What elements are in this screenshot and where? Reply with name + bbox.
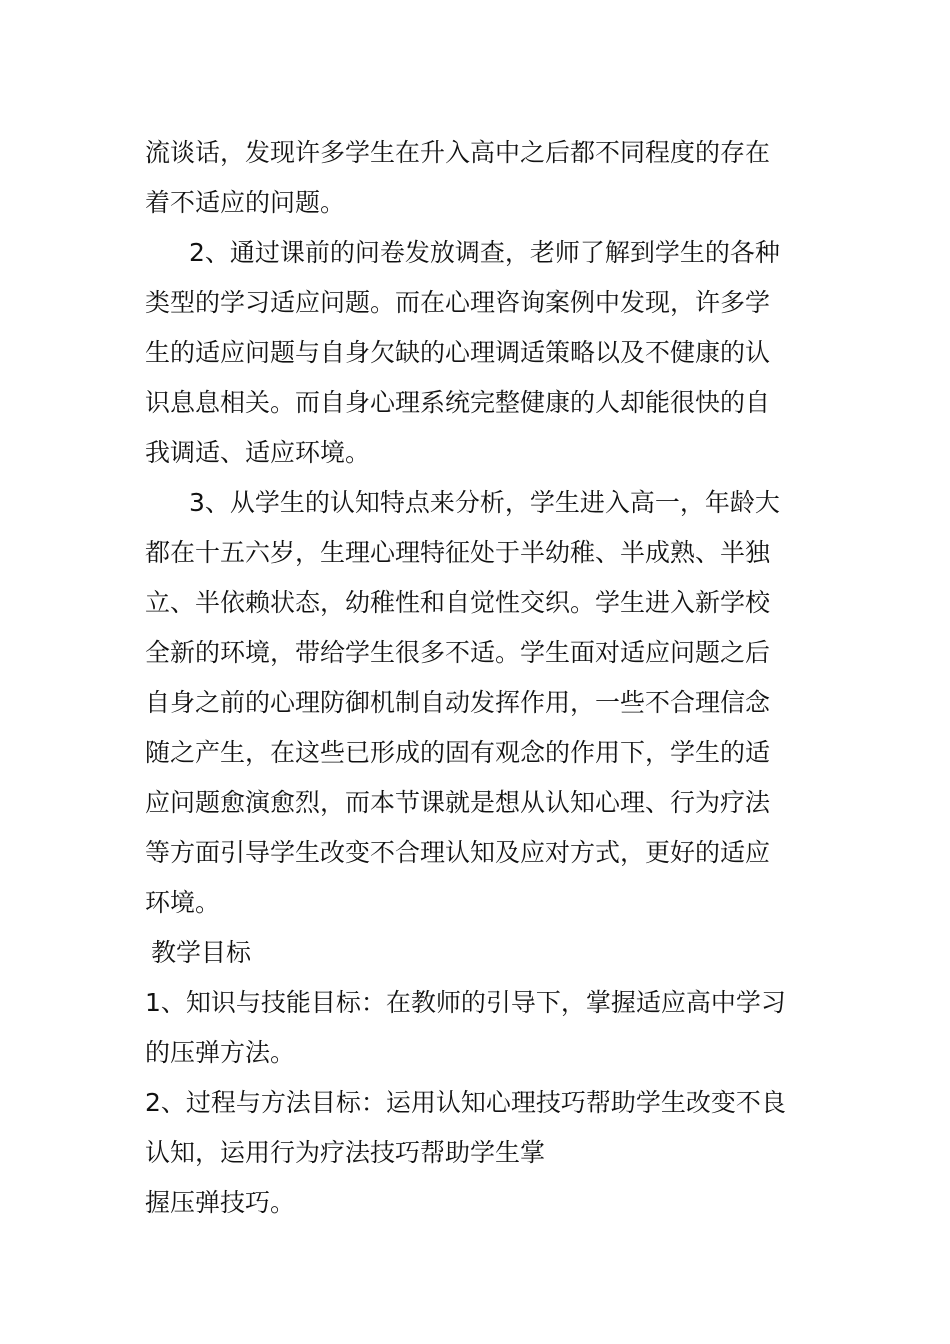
text-line: 生的适应问题与自身欠缺的心理调适策略以及不健康的认 bbox=[145, 338, 771, 367]
text-line: 全新的环境，带给学生很多不适。学生面对适应问题之后 bbox=[145, 638, 771, 667]
text-line: 的压弹方法。 bbox=[145, 1038, 296, 1067]
text-line: 握压弹技巧。 bbox=[145, 1188, 296, 1217]
paragraph-start-line: 2、通过课前的问卷发放调查，老师了解到学生的各种 bbox=[189, 238, 780, 267]
text-line: 类型的学习适应问题。而在心理咨询案例中发现，许多学 bbox=[145, 288, 771, 317]
text-line: 着不适应的问题。 bbox=[145, 188, 346, 217]
text-line: 环境。 bbox=[145, 888, 221, 917]
text-line: 2、过程与方法目标：运用认知心理技巧帮助学生改变不良 bbox=[145, 1088, 786, 1117]
text-line: 等方面引导学生改变不合理认知及应对方式，更好的适应 bbox=[145, 838, 771, 867]
text-line: 1、知识与技能目标：在教师的引导下，掌握适应高中学习 bbox=[145, 988, 786, 1017]
text-line: 自身之前的心理防御机制自动发挥作用，一些不合理信念 bbox=[145, 688, 771, 717]
text-line: 认知，运用行为疗法技巧帮助学生掌 bbox=[145, 1138, 546, 1167]
document-body bbox=[145, 128, 810, 1228]
text-line: 我调适、适应环境。 bbox=[145, 438, 371, 467]
section-heading: 教学目标 bbox=[151, 938, 252, 967]
paragraph-start-line: 3、从学生的认知特点来分析，学生进入高一，年龄大 bbox=[189, 488, 780, 517]
text-line: 识息息相关。而自身心理系统完整健康的人却能很快的自 bbox=[145, 388, 771, 417]
text-line: 应问题愈演愈烈，而本节课就是想从认知心理、行为疗法 bbox=[145, 788, 771, 817]
text-line: 流谈话，发现许多学生在升入高中之后都不同程度的存在 bbox=[145, 138, 771, 167]
text-line: 随之产生，在这些已形成的固有观念的作用下，学生的适 bbox=[145, 738, 771, 767]
text-line: 都在十五六岁，生理心理特征处于半幼稚、半成熟、半独 bbox=[145, 538, 771, 567]
text-line: 立、半依赖状态，幼稚性和自觉性交织。学生进入新学校 bbox=[145, 588, 771, 617]
